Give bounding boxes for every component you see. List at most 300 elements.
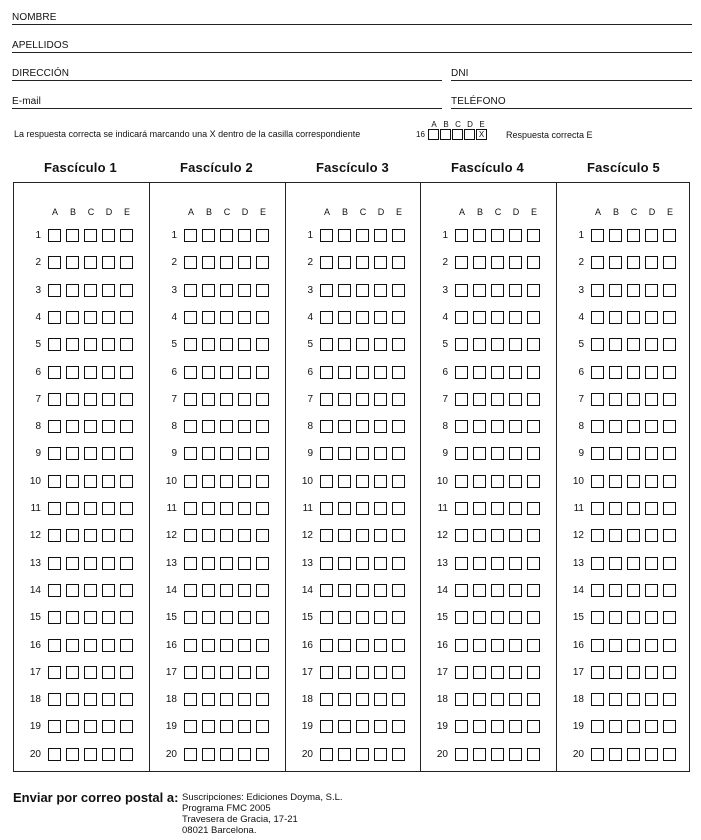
answer-checkbox-b[interactable] xyxy=(66,475,79,488)
answer-checkbox-d[interactable] xyxy=(238,256,251,269)
answer-checkbox-e[interactable] xyxy=(392,666,405,679)
answer-checkbox-d[interactable] xyxy=(102,229,115,242)
answer-checkbox-d[interactable] xyxy=(509,366,522,379)
answer-checkbox-c[interactable] xyxy=(356,311,369,324)
answer-checkbox-a[interactable] xyxy=(184,229,197,242)
answer-checkbox-e[interactable] xyxy=(256,229,269,242)
answer-checkbox-c[interactable] xyxy=(627,338,640,351)
answer-checkbox-b[interactable] xyxy=(338,639,351,652)
answer-checkbox-b[interactable] xyxy=(473,447,486,460)
answer-checkbox-c[interactable] xyxy=(84,557,97,570)
answer-checkbox-a[interactable] xyxy=(48,693,61,706)
answer-checkbox-c[interactable] xyxy=(220,256,233,269)
answer-checkbox-e[interactable] xyxy=(120,611,133,624)
answer-checkbox-e[interactable] xyxy=(527,447,540,460)
answer-checkbox-b[interactable] xyxy=(473,748,486,761)
answer-checkbox-e[interactable] xyxy=(256,447,269,460)
answer-checkbox-d[interactable] xyxy=(238,748,251,761)
answer-checkbox-b[interactable] xyxy=(609,502,622,515)
answer-checkbox-c[interactable] xyxy=(220,639,233,652)
answer-checkbox-a[interactable] xyxy=(184,366,197,379)
answer-checkbox-d[interactable] xyxy=(509,475,522,488)
answer-checkbox-e[interactable] xyxy=(663,475,676,488)
answer-checkbox-e[interactable] xyxy=(663,611,676,624)
answer-checkbox-d[interactable] xyxy=(102,475,115,488)
answer-checkbox-e[interactable] xyxy=(663,447,676,460)
answer-checkbox-b[interactable] xyxy=(609,229,622,242)
answer-checkbox-b[interactable] xyxy=(609,475,622,488)
answer-checkbox-b[interactable] xyxy=(202,584,215,597)
answer-checkbox-d[interactable] xyxy=(374,229,387,242)
answer-checkbox-b[interactable] xyxy=(66,284,79,297)
answer-checkbox-a[interactable] xyxy=(320,284,333,297)
answer-checkbox-c[interactable] xyxy=(220,529,233,542)
answer-checkbox-c[interactable] xyxy=(84,693,97,706)
answer-checkbox-d[interactable] xyxy=(645,284,658,297)
answer-checkbox-e[interactable] xyxy=(663,393,676,406)
answer-checkbox-a[interactable] xyxy=(48,666,61,679)
answer-checkbox-c[interactable] xyxy=(356,447,369,460)
answer-checkbox-d[interactable] xyxy=(509,338,522,351)
answer-checkbox-c[interactable] xyxy=(627,447,640,460)
dni-field[interactable] xyxy=(451,66,692,81)
answer-checkbox-e[interactable] xyxy=(120,393,133,406)
answer-checkbox-b[interactable] xyxy=(202,475,215,488)
answer-checkbox-d[interactable] xyxy=(509,393,522,406)
answer-checkbox-e[interactable] xyxy=(527,366,540,379)
answer-checkbox-a[interactable] xyxy=(184,748,197,761)
answer-checkbox-e[interactable] xyxy=(120,557,133,570)
answer-checkbox-b[interactable] xyxy=(202,611,215,624)
answer-checkbox-c[interactable] xyxy=(627,366,640,379)
answer-checkbox-e[interactable] xyxy=(527,311,540,324)
answer-checkbox-b[interactable] xyxy=(473,284,486,297)
answer-checkbox-d[interactable] xyxy=(645,229,658,242)
answer-checkbox-d[interactable] xyxy=(102,284,115,297)
answer-checkbox-a[interactable] xyxy=(591,502,604,515)
answer-checkbox-d[interactable] xyxy=(102,666,115,679)
answer-checkbox-e[interactable] xyxy=(392,584,405,597)
answer-checkbox-d[interactable] xyxy=(645,529,658,542)
answer-checkbox-b[interactable] xyxy=(473,338,486,351)
answer-checkbox-d[interactable] xyxy=(102,338,115,351)
answer-checkbox-e[interactable] xyxy=(256,693,269,706)
answer-checkbox-a[interactable] xyxy=(591,720,604,733)
answer-checkbox-e[interactable] xyxy=(120,693,133,706)
answer-checkbox-b[interactable] xyxy=(66,584,79,597)
answer-checkbox-c[interactable] xyxy=(356,284,369,297)
answer-checkbox-c[interactable] xyxy=(220,557,233,570)
answer-checkbox-e[interactable] xyxy=(392,256,405,269)
answer-checkbox-c[interactable] xyxy=(356,720,369,733)
answer-checkbox-e[interactable] xyxy=(527,256,540,269)
answer-checkbox-e[interactable] xyxy=(256,366,269,379)
answer-checkbox-b[interactable] xyxy=(66,639,79,652)
answer-checkbox-b[interactable] xyxy=(609,420,622,433)
answer-checkbox-d[interactable] xyxy=(102,447,115,460)
answer-checkbox-d[interactable] xyxy=(509,420,522,433)
answer-checkbox-b[interactable] xyxy=(609,338,622,351)
answer-checkbox-d[interactable] xyxy=(645,502,658,515)
answer-checkbox-d[interactable] xyxy=(102,584,115,597)
answer-checkbox-e[interactable] xyxy=(527,338,540,351)
answer-checkbox-d[interactable] xyxy=(645,393,658,406)
answer-checkbox-c[interactable] xyxy=(356,393,369,406)
answer-checkbox-d[interactable] xyxy=(509,229,522,242)
answer-checkbox-e[interactable] xyxy=(392,447,405,460)
answer-checkbox-a[interactable] xyxy=(320,420,333,433)
answer-checkbox-b[interactable] xyxy=(338,366,351,379)
answer-checkbox-c[interactable] xyxy=(356,557,369,570)
answer-checkbox-e[interactable] xyxy=(663,338,676,351)
answer-checkbox-e[interactable] xyxy=(120,338,133,351)
answer-checkbox-a[interactable] xyxy=(591,475,604,488)
answer-checkbox-a[interactable] xyxy=(455,256,468,269)
answer-checkbox-a[interactable] xyxy=(455,611,468,624)
answer-checkbox-d[interactable] xyxy=(374,584,387,597)
answer-checkbox-e[interactable] xyxy=(663,311,676,324)
answer-checkbox-e[interactable] xyxy=(256,393,269,406)
answer-checkbox-d[interactable] xyxy=(238,475,251,488)
answer-checkbox-b[interactable] xyxy=(202,338,215,351)
answer-checkbox-a[interactable] xyxy=(48,529,61,542)
answer-checkbox-b[interactable] xyxy=(202,720,215,733)
answer-checkbox-d[interactable] xyxy=(374,447,387,460)
answer-checkbox-e[interactable] xyxy=(663,693,676,706)
answer-checkbox-c[interactable] xyxy=(627,693,640,706)
answer-checkbox-a[interactable] xyxy=(591,366,604,379)
answer-checkbox-a[interactable] xyxy=(184,311,197,324)
answer-checkbox-b[interactable] xyxy=(66,720,79,733)
answer-checkbox-a[interactable] xyxy=(591,311,604,324)
answer-checkbox-b[interactable] xyxy=(338,475,351,488)
answer-checkbox-a[interactable] xyxy=(184,393,197,406)
answer-checkbox-a[interactable] xyxy=(320,584,333,597)
answer-checkbox-c[interactable] xyxy=(491,502,504,515)
answer-checkbox-a[interactable] xyxy=(320,366,333,379)
answer-checkbox-c[interactable] xyxy=(627,284,640,297)
answer-checkbox-d[interactable] xyxy=(374,311,387,324)
answer-checkbox-e[interactable] xyxy=(527,611,540,624)
answer-checkbox-b[interactable] xyxy=(66,311,79,324)
answer-checkbox-b[interactable] xyxy=(66,748,79,761)
answer-checkbox-b[interactable] xyxy=(202,693,215,706)
answer-checkbox-e[interactable] xyxy=(120,284,133,297)
answer-checkbox-c[interactable] xyxy=(356,256,369,269)
answer-checkbox-c[interactable] xyxy=(491,557,504,570)
answer-checkbox-b[interactable] xyxy=(609,693,622,706)
answer-checkbox-a[interactable] xyxy=(48,311,61,324)
answer-checkbox-b[interactable] xyxy=(338,284,351,297)
answer-checkbox-d[interactable] xyxy=(374,720,387,733)
answer-checkbox-a[interactable] xyxy=(184,584,197,597)
answer-checkbox-a[interactable] xyxy=(48,338,61,351)
answer-checkbox-b[interactable] xyxy=(609,311,622,324)
answer-checkbox-d[interactable] xyxy=(374,748,387,761)
answer-checkbox-c[interactable] xyxy=(220,720,233,733)
answer-checkbox-e[interactable] xyxy=(256,720,269,733)
answer-checkbox-e[interactable] xyxy=(256,611,269,624)
answer-checkbox-e[interactable] xyxy=(663,229,676,242)
answer-checkbox-a[interactable] xyxy=(48,284,61,297)
answer-checkbox-d[interactable] xyxy=(374,475,387,488)
answer-checkbox-d[interactable] xyxy=(102,529,115,542)
answer-checkbox-b[interactable] xyxy=(473,256,486,269)
answer-checkbox-c[interactable] xyxy=(220,311,233,324)
answer-checkbox-d[interactable] xyxy=(238,693,251,706)
answer-checkbox-e[interactable] xyxy=(663,584,676,597)
answer-checkbox-d[interactable] xyxy=(645,366,658,379)
answer-checkbox-b[interactable] xyxy=(202,639,215,652)
answer-checkbox-c[interactable] xyxy=(627,584,640,597)
answer-checkbox-e[interactable] xyxy=(392,502,405,515)
answer-checkbox-e[interactable] xyxy=(527,420,540,433)
answer-checkbox-c[interactable] xyxy=(220,693,233,706)
answer-checkbox-d[interactable] xyxy=(102,639,115,652)
answer-checkbox-e[interactable] xyxy=(527,557,540,570)
answer-checkbox-c[interactable] xyxy=(84,420,97,433)
answer-checkbox-b[interactable] xyxy=(338,338,351,351)
answer-checkbox-b[interactable] xyxy=(338,393,351,406)
answer-checkbox-b[interactable] xyxy=(66,338,79,351)
answer-checkbox-c[interactable] xyxy=(220,393,233,406)
answer-checkbox-c[interactable] xyxy=(84,720,97,733)
answer-checkbox-b[interactable] xyxy=(66,366,79,379)
answer-checkbox-d[interactable] xyxy=(509,256,522,269)
answer-checkbox-d[interactable] xyxy=(645,584,658,597)
answer-checkbox-a[interactable] xyxy=(48,420,61,433)
answer-checkbox-e[interactable] xyxy=(392,366,405,379)
answer-checkbox-d[interactable] xyxy=(509,502,522,515)
answer-checkbox-e[interactable] xyxy=(120,420,133,433)
answer-checkbox-c[interactable] xyxy=(84,447,97,460)
answer-checkbox-e[interactable] xyxy=(663,366,676,379)
answer-checkbox-d[interactable] xyxy=(374,284,387,297)
answer-checkbox-e[interactable] xyxy=(663,502,676,515)
answer-checkbox-d[interactable] xyxy=(102,366,115,379)
answer-checkbox-e[interactable] xyxy=(527,693,540,706)
answer-checkbox-a[interactable] xyxy=(48,475,61,488)
answer-checkbox-d[interactable] xyxy=(238,502,251,515)
answer-checkbox-d[interactable] xyxy=(102,720,115,733)
answer-checkbox-c[interactable] xyxy=(627,256,640,269)
answer-checkbox-a[interactable] xyxy=(591,393,604,406)
answer-checkbox-c[interactable] xyxy=(491,229,504,242)
answer-checkbox-a[interactable] xyxy=(455,393,468,406)
answer-checkbox-e[interactable] xyxy=(120,475,133,488)
answer-checkbox-d[interactable] xyxy=(238,420,251,433)
answer-checkbox-e[interactable] xyxy=(392,311,405,324)
answer-checkbox-c[interactable] xyxy=(84,311,97,324)
answer-checkbox-c[interactable] xyxy=(220,584,233,597)
answer-checkbox-e[interactable] xyxy=(663,666,676,679)
answer-checkbox-d[interactable] xyxy=(645,720,658,733)
answer-checkbox-e[interactable] xyxy=(120,584,133,597)
answer-checkbox-b[interactable] xyxy=(66,447,79,460)
answer-checkbox-d[interactable] xyxy=(509,666,522,679)
answer-checkbox-b[interactable] xyxy=(66,256,79,269)
answer-checkbox-d[interactable] xyxy=(238,557,251,570)
answer-checkbox-c[interactable] xyxy=(84,338,97,351)
answer-checkbox-c[interactable] xyxy=(356,338,369,351)
answer-checkbox-a[interactable] xyxy=(184,666,197,679)
answer-checkbox-a[interactable] xyxy=(455,639,468,652)
answer-checkbox-d[interactable] xyxy=(645,311,658,324)
address-field[interactable] xyxy=(12,66,442,81)
answer-checkbox-e[interactable] xyxy=(392,720,405,733)
answer-checkbox-e[interactable] xyxy=(392,748,405,761)
answer-checkbox-c[interactable] xyxy=(84,284,97,297)
answer-checkbox-d[interactable] xyxy=(238,366,251,379)
answer-checkbox-b[interactable] xyxy=(609,639,622,652)
answer-checkbox-b[interactable] xyxy=(609,611,622,624)
answer-checkbox-b[interactable] xyxy=(202,393,215,406)
answer-checkbox-a[interactable] xyxy=(455,311,468,324)
answer-checkbox-a[interactable] xyxy=(591,693,604,706)
answer-checkbox-c[interactable] xyxy=(356,529,369,542)
answer-checkbox-e[interactable] xyxy=(120,748,133,761)
answer-checkbox-e[interactable] xyxy=(527,720,540,733)
answer-checkbox-a[interactable] xyxy=(184,611,197,624)
answer-checkbox-c[interactable] xyxy=(491,393,504,406)
answer-checkbox-d[interactable] xyxy=(509,584,522,597)
answer-checkbox-a[interactable] xyxy=(184,338,197,351)
answer-checkbox-a[interactable] xyxy=(320,256,333,269)
answer-checkbox-d[interactable] xyxy=(102,502,115,515)
answer-checkbox-e[interactable] xyxy=(663,256,676,269)
answer-checkbox-d[interactable] xyxy=(645,475,658,488)
answer-checkbox-a[interactable] xyxy=(455,475,468,488)
answer-checkbox-d[interactable] xyxy=(238,720,251,733)
answer-checkbox-d[interactable] xyxy=(374,611,387,624)
answer-checkbox-e[interactable] xyxy=(120,366,133,379)
answer-checkbox-b[interactable] xyxy=(338,529,351,542)
answer-checkbox-c[interactable] xyxy=(220,366,233,379)
answer-checkbox-b[interactable] xyxy=(338,748,351,761)
answer-checkbox-b[interactable] xyxy=(202,256,215,269)
answer-checkbox-b[interactable] xyxy=(202,748,215,761)
answer-checkbox-a[interactable] xyxy=(320,502,333,515)
answer-checkbox-e[interactable] xyxy=(663,557,676,570)
answer-checkbox-e[interactable] xyxy=(527,529,540,542)
answer-checkbox-b[interactable] xyxy=(473,229,486,242)
answer-checkbox-a[interactable] xyxy=(184,502,197,515)
answer-checkbox-d[interactable] xyxy=(509,311,522,324)
answer-checkbox-c[interactable] xyxy=(627,720,640,733)
answer-checkbox-b[interactable] xyxy=(66,393,79,406)
answer-checkbox-a[interactable] xyxy=(48,229,61,242)
answer-checkbox-d[interactable] xyxy=(238,529,251,542)
answer-checkbox-c[interactable] xyxy=(220,229,233,242)
answer-checkbox-b[interactable] xyxy=(473,584,486,597)
answer-checkbox-a[interactable] xyxy=(455,229,468,242)
answer-checkbox-c[interactable] xyxy=(356,611,369,624)
answer-checkbox-d[interactable] xyxy=(238,447,251,460)
answer-checkbox-b[interactable] xyxy=(66,502,79,515)
answer-checkbox-d[interactable] xyxy=(645,748,658,761)
answer-checkbox-e[interactable] xyxy=(256,502,269,515)
answer-checkbox-c[interactable] xyxy=(491,475,504,488)
answer-checkbox-a[interactable] xyxy=(591,284,604,297)
answer-checkbox-a[interactable] xyxy=(320,666,333,679)
answer-checkbox-c[interactable] xyxy=(220,611,233,624)
answer-checkbox-b[interactable] xyxy=(473,639,486,652)
answer-checkbox-a[interactable] xyxy=(320,311,333,324)
answer-checkbox-c[interactable] xyxy=(356,420,369,433)
answer-checkbox-a[interactable] xyxy=(184,420,197,433)
answer-checkbox-a[interactable] xyxy=(48,447,61,460)
answer-checkbox-d[interactable] xyxy=(238,229,251,242)
answer-checkbox-d[interactable] xyxy=(238,338,251,351)
answer-checkbox-c[interactable] xyxy=(220,420,233,433)
answer-checkbox-b[interactable] xyxy=(338,557,351,570)
answer-checkbox-b[interactable] xyxy=(609,584,622,597)
answer-checkbox-e[interactable] xyxy=(527,639,540,652)
answer-checkbox-e[interactable] xyxy=(120,229,133,242)
answer-checkbox-d[interactable] xyxy=(509,529,522,542)
answer-checkbox-a[interactable] xyxy=(320,229,333,242)
answer-checkbox-e[interactable] xyxy=(392,557,405,570)
answer-checkbox-b[interactable] xyxy=(66,420,79,433)
answer-checkbox-b[interactable] xyxy=(473,311,486,324)
answer-checkbox-a[interactable] xyxy=(591,420,604,433)
answer-checkbox-c[interactable] xyxy=(356,502,369,515)
answer-checkbox-e[interactable] xyxy=(527,229,540,242)
answer-checkbox-b[interactable] xyxy=(609,284,622,297)
answer-checkbox-c[interactable] xyxy=(491,693,504,706)
answer-checkbox-a[interactable] xyxy=(320,611,333,624)
answer-checkbox-d[interactable] xyxy=(645,256,658,269)
answer-checkbox-b[interactable] xyxy=(473,693,486,706)
answer-checkbox-c[interactable] xyxy=(84,666,97,679)
answer-checkbox-e[interactable] xyxy=(663,284,676,297)
answer-checkbox-c[interactable] xyxy=(356,639,369,652)
answer-checkbox-d[interactable] xyxy=(509,284,522,297)
answer-checkbox-d[interactable] xyxy=(102,557,115,570)
answer-checkbox-b[interactable] xyxy=(338,666,351,679)
answer-checkbox-b[interactable] xyxy=(609,720,622,733)
answer-checkbox-d[interactable] xyxy=(374,693,387,706)
answer-checkbox-b[interactable] xyxy=(338,611,351,624)
answer-checkbox-a[interactable] xyxy=(591,666,604,679)
answer-checkbox-b[interactable] xyxy=(202,366,215,379)
answer-checkbox-c[interactable] xyxy=(491,748,504,761)
answer-checkbox-e[interactable] xyxy=(120,502,133,515)
answer-checkbox-e[interactable] xyxy=(663,420,676,433)
answer-checkbox-e[interactable] xyxy=(256,311,269,324)
answer-checkbox-d[interactable] xyxy=(645,420,658,433)
answer-checkbox-e[interactable] xyxy=(256,529,269,542)
answer-checkbox-a[interactable] xyxy=(591,338,604,351)
answer-checkbox-a[interactable] xyxy=(320,338,333,351)
answer-checkbox-a[interactable] xyxy=(455,720,468,733)
answer-checkbox-a[interactable] xyxy=(184,447,197,460)
answer-checkbox-d[interactable] xyxy=(509,447,522,460)
answer-checkbox-a[interactable] xyxy=(591,557,604,570)
answer-checkbox-d[interactable] xyxy=(374,557,387,570)
answer-checkbox-a[interactable] xyxy=(184,639,197,652)
answer-checkbox-c[interactable] xyxy=(84,366,97,379)
answer-checkbox-b[interactable] xyxy=(66,557,79,570)
answer-checkbox-b[interactable] xyxy=(338,447,351,460)
answer-checkbox-a[interactable] xyxy=(591,639,604,652)
answer-checkbox-a[interactable] xyxy=(455,366,468,379)
answer-checkbox-c[interactable] xyxy=(627,611,640,624)
answer-checkbox-e[interactable] xyxy=(256,284,269,297)
answer-checkbox-c[interactable] xyxy=(627,748,640,761)
answer-checkbox-b[interactable] xyxy=(609,256,622,269)
answer-checkbox-e[interactable] xyxy=(120,529,133,542)
